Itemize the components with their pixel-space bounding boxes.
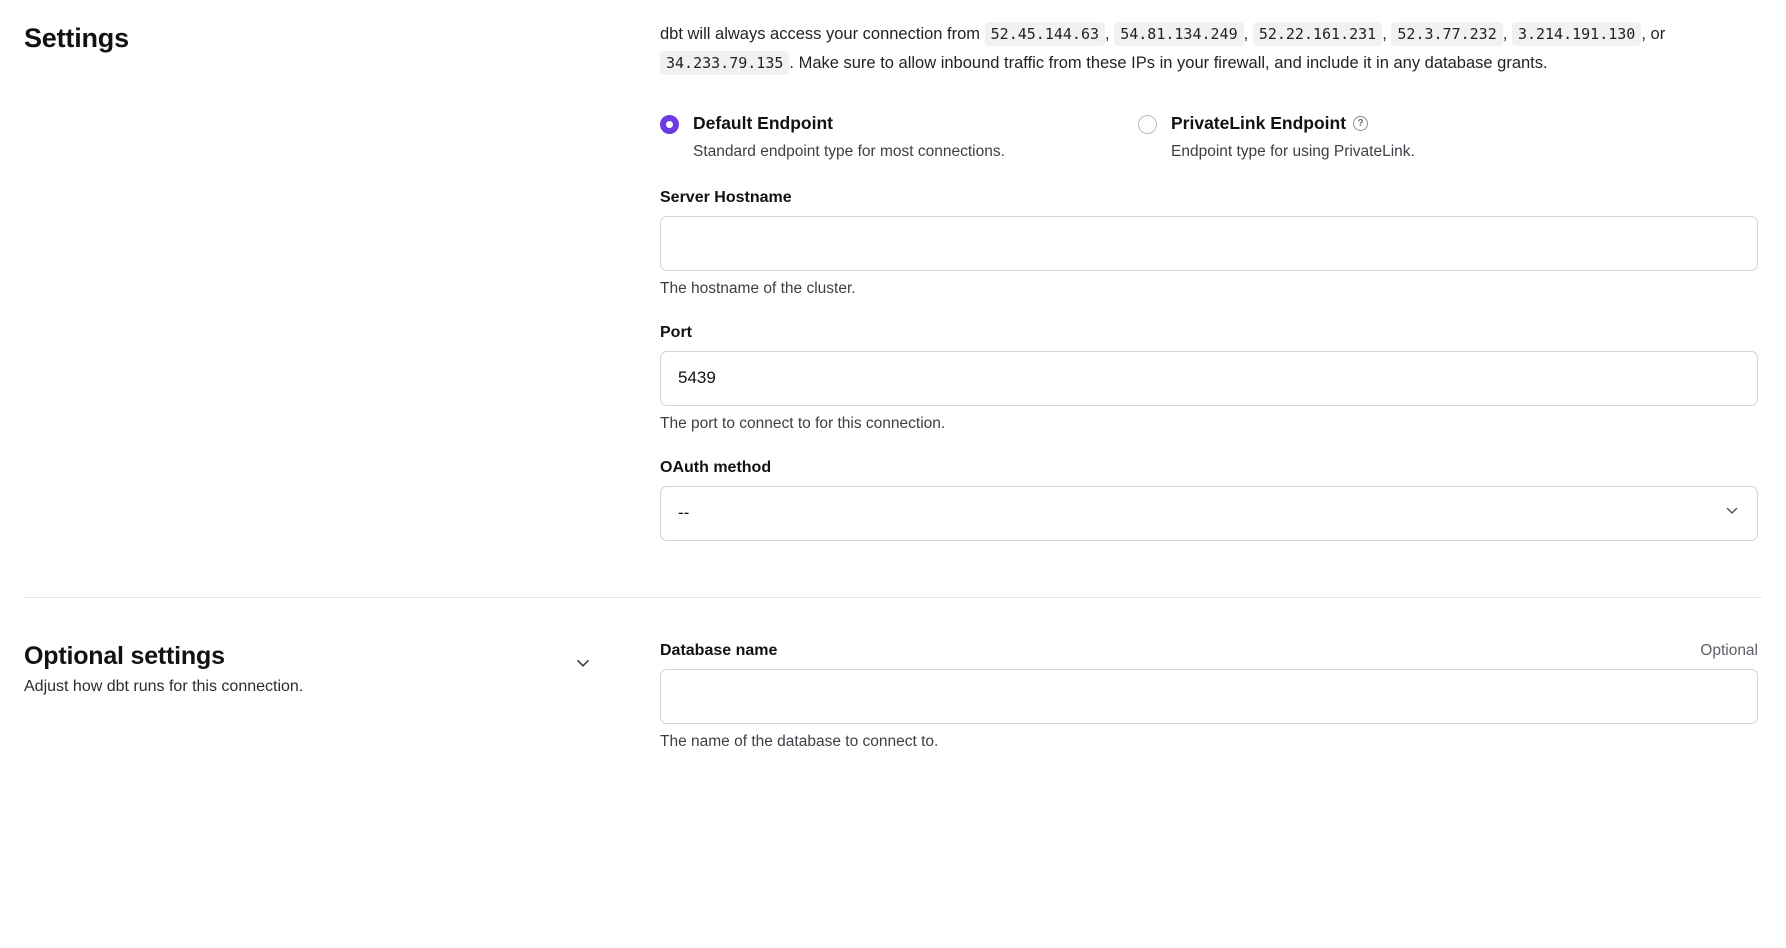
help-icon[interactable]: ? [1353,116,1368,131]
endpoint-option-default-label: Default Endpoint [693,113,833,133]
optional-settings-left [0,642,660,696]
endpoint-option-default-description: Standard endpoint type for most connections. [693,142,1005,160]
oauth-method-select-wrap [660,486,1758,541]
field-label-database-name: Database name [660,641,778,659]
ip-or-word: , or [1641,25,1666,43]
field-label-port: Port [660,323,692,341]
ip-address-1: 52.45.144.63 [985,22,1105,46]
endpoint-option-privatelink-label: PrivateLink Endpoint [1171,113,1347,133]
optional-settings-header[interactable] [24,642,660,696]
ip-allowlist-notice [660,20,1735,78]
field-database-name [660,642,1758,751]
ip-notice-tail: . Make sure to allow inbound traffic from these IPs in your firewall, and include it in any database grants. [789,54,1548,72]
settings-section-left [0,0,660,54]
endpoint-type-radio-group [660,112,1758,163]
field-server-hostname [660,189,1758,298]
ip-address-2: 54.81.134.249 [1114,22,1243,46]
field-port [660,324,1758,433]
field-label-row-database-name [660,642,1758,669]
optional-settings-title: Optional settings [24,641,225,670]
ip-address-6: 34.233.79.135 [660,51,789,75]
field-oauth-method [660,459,1758,541]
field-label-oauth-method: OAuth method [660,458,772,476]
field-label-server-hostname: Server Hostname [660,188,792,206]
optional-settings-right [660,642,1786,751]
field-help-server-hostname: The hostname of the cluster. [660,279,856,297]
radio-default-endpoint[interactable] [660,115,679,134]
field-help-database-name: The name of the database to connect to. [660,732,939,750]
server-hostname-input[interactable] [660,216,1758,271]
field-help-port: The port to connect to for this connection. [660,414,946,432]
endpoint-option-default-text [693,112,1005,163]
field-optional-badge-database-name: Optional [1700,641,1758,659]
ip-notice-lead: dbt will always access your connection from [660,25,981,43]
ip-address-4: 52.3.77.232 [1391,22,1502,46]
ip-address-3: 52.22.161.231 [1253,22,1382,46]
settings-section-right [660,0,1786,541]
optional-settings-subtitle: Adjust how dbt runs for this connection. [24,677,304,695]
section-divider [24,597,1762,598]
optional-settings-section [0,642,1786,751]
ip-sep-3: , [1382,25,1387,43]
port-input[interactable] [660,351,1758,406]
oauth-method-select[interactable] [660,486,1758,541]
ip-address-5: 3.214.191.130 [1512,22,1641,46]
endpoint-option-privatelink-description: Endpoint type for using PrivateLink. [1171,142,1415,160]
ip-sep-2: , [1243,25,1249,43]
ip-sep-1: , [1105,25,1110,43]
radio-privatelink-endpoint[interactable] [1138,115,1157,134]
collapse-chevron-down-icon[interactable] [574,654,592,677]
endpoint-option-privatelink-text [1171,112,1415,163]
endpoint-option-default[interactable] [660,112,1138,163]
endpoint-option-privatelink[interactable] [1138,112,1415,163]
ip-sep-4: , [1502,25,1508,43]
database-name-input[interactable] [660,669,1758,724]
optional-settings-heading-text [24,642,303,696]
page-title: Settings [24,23,129,53]
